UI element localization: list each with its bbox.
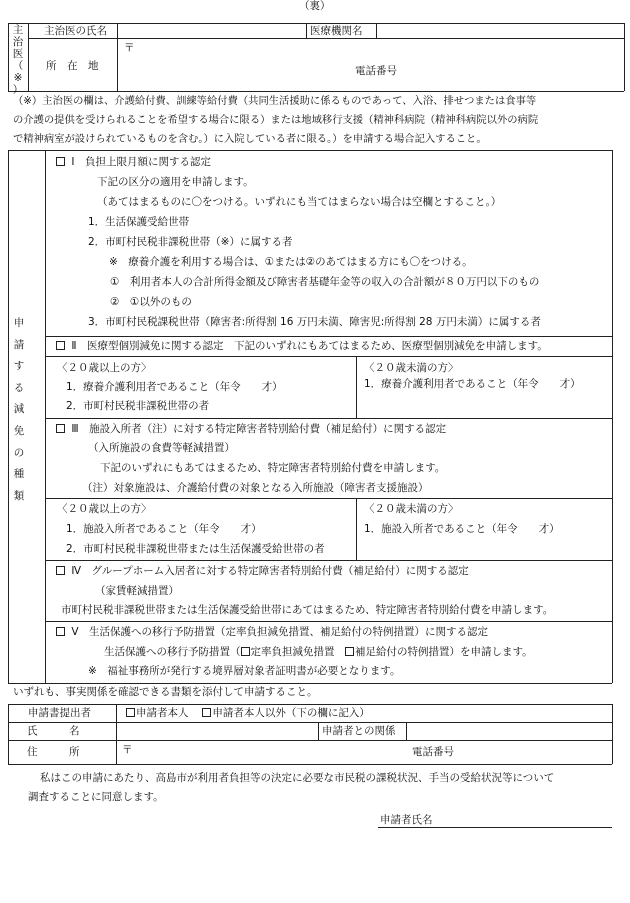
section-3-right-1: 1．施設入所者であること（年令 才） [364,523,560,535]
reduction-section-label: 申 請 す る 減 免 の 種 類 [13,317,25,502]
section-2-left-head: 〈２０歳以上の方〉 [57,362,152,374]
attach-note: いずれも、事実関係を確認できる書類を添付して申請すること。 [13,686,318,698]
signature-label: 申請者氏名 [380,814,433,826]
page-side-label: （裏） [299,0,331,12]
option-fixed-rate-checkbox[interactable] [241,647,250,656]
option-special-benefit-checkbox[interactable] [345,647,354,656]
section-3-title: Ⅲ 施設入所者（注）に対する特定障害者特別給付費（補足給付）に関する認定 [56,423,446,436]
section-3-note: （注）対象施設は、介護給付費の対象となる入所施設（障害者支援施設） [82,482,429,494]
section-1-intro: 下記の区分の適用を申請します。 [97,176,254,188]
doctor-address-label: 所 在 地 [46,60,99,72]
section-5-checkbox[interactable] [56,627,65,636]
section-4-sub: （家賃軽減措置） [95,585,179,597]
signature-line[interactable] [378,827,612,828]
section-4-title: Ⅳ グループホーム入居者に対する特定障害者特別給付費（補足給付）に関する認定 [56,565,469,578]
section-3-right-head: 〈２０歳未満の方〉 [364,503,459,515]
submitter-self-checkbox[interactable] [126,708,135,717]
section-4-text: 市町村民税非課税世帯または生活保護受給世帯にあてはまるため、特定障害者特別給付費を申請します。 [61,604,554,616]
section-3-text: 下記のいずれにもあてはまるため、特定障害者特別給付費を申請します。 [100,462,446,474]
section-5-title: Ⅴ 生活保護への移行予防措置（定率負担減免措置、補足給付の特例措置）に関する認定 [56,626,488,639]
submitter-other-checkbox[interactable] [202,708,211,717]
section-1-item-2: 2．市町村民税非課税世帯（※）に属する者 [88,236,293,248]
applicant-name-label: 氏 名 [27,725,80,737]
doctor-phone-label: 電話番号 [355,65,397,77]
section-1-item-3: 3．市町村民税課税世帯（障害者:所得割 16 万円未満、障害児:所得割 28 万円未満）に属する者 [88,316,541,328]
applicant-postal-mark: 〒 [122,744,133,756]
section-3-checkbox[interactable] [56,424,65,433]
section-2-right-head: 〈２０歳未満の方〉 [364,362,459,374]
section-3-left-head: 〈２０歳以上の方〉 [57,503,152,515]
institution-label: 医療機関名 [310,25,363,37]
section-2-left-1: 1．療養介護利用者であること（年令 才） [66,381,283,393]
section-2-checkbox[interactable] [56,341,65,350]
section-2-left-2: 2．市町村民税非課税世帯の者 [66,400,210,412]
section-5-text: 生活保護への移行予防措置（ 定率負担減免措置 補足給付の特例措置）を申請します。 [104,646,533,658]
submitter-options: 申請者本人 申請者本人以外（下の欄に記入） [126,707,370,720]
applicant-phone-label: 電話番号 [412,746,454,758]
section-1-title: Ⅰ 負担上限月額に関する認定 [56,156,211,169]
section-3-sub: （入所施設の食費等軽減措置） [88,442,235,454]
applicant-relation-label: 申請者との関係 [322,725,396,737]
submitter-label: 申請書提出者 [28,707,91,719]
section-1-circle-2: ② ①以外のもの [110,296,192,308]
doctor-postal-mark: 〒 [124,42,135,54]
section-4-checkbox[interactable] [56,566,65,575]
section-1-item-1: 1．生活保護受給世帯 [88,216,190,228]
section-1-instruction: （あてはまるものに〇をつける。いずれにも当てはまらない場合は空欄とすること。） [97,196,502,208]
doctor-name-label: 主治医の氏名 [44,25,107,37]
section-1-note: ※ 療養介護を利用する場合は、①または②のあてはまる方にも〇をつける。 [109,256,473,268]
section-2-right-1: 1．療養介護利用者であること（年令 才） [364,378,581,390]
section-3-left-2: 2．市町村民税非課税世帯または生活保護受給世帯の者 [66,543,325,555]
doctor-section-label: 主 治 医 （ ※ ） [12,24,24,97]
section-1-checkbox[interactable] [56,157,65,166]
section-3-left-1: 1．施設入所者であること（年令 才） [66,523,262,535]
section-5-note: ※ 福祉事務所が発行する境界層対象者証明書が必要となります。 [88,665,401,677]
applicant-address-label: 住 所 [27,746,80,758]
section-2-title: Ⅱ 医療型個別減免に関する認定 下記のいずれにもあてはまるため、医療型個別減免を申請します。 [56,340,548,353]
section-1-circle-1: ① 利用者本人の合計所得金額及び障害者基礎年金等の収入の合計額が８０万円以下のもの [110,276,540,288]
